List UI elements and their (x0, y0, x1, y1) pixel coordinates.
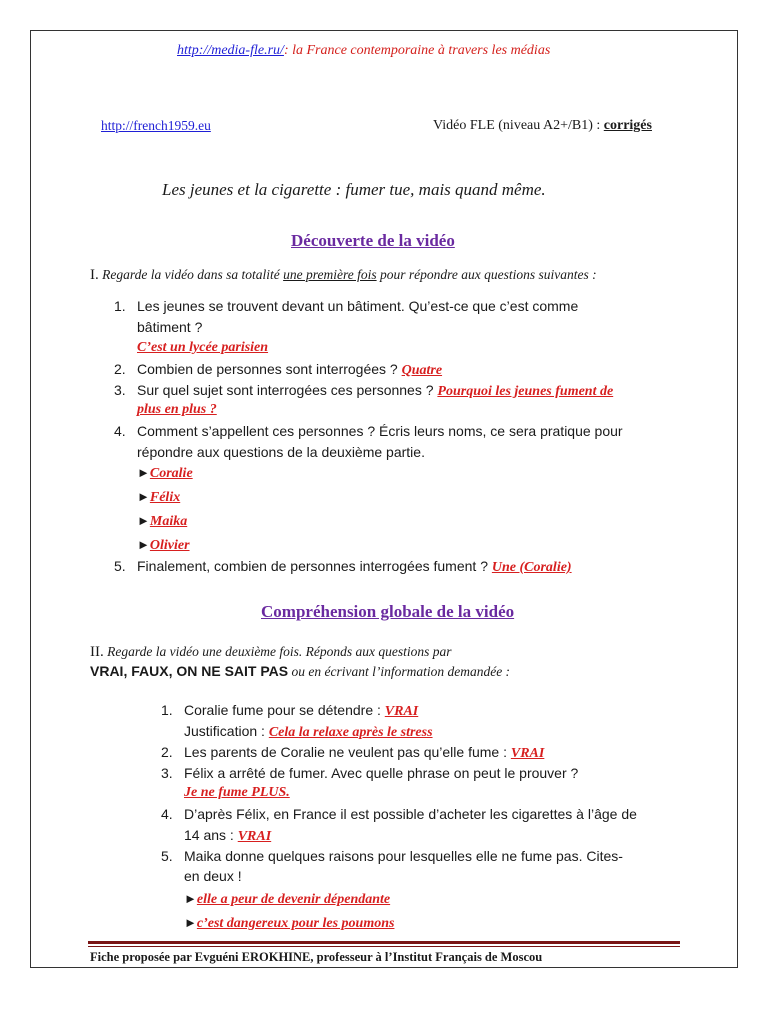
level-text: Vidéo FLE (niveau A2+/B1) : (433, 118, 601, 133)
bullet-arrow-icon: ► (137, 465, 150, 480)
section1-intro (90, 266, 597, 284)
level-label (433, 118, 652, 134)
section1-intro-underline: une première fois (283, 267, 377, 282)
s2-item2-answer: VRAI (510, 746, 545, 761)
section1-intro-a: Regarde la vidéo dans sa totalité (98, 267, 284, 282)
name-olivier-text: Olivier (149, 538, 190, 553)
s1-item4-number: 4. (114, 423, 126, 439)
section2-heading: Compréhension globale de la vidéo (261, 602, 515, 621)
name-maika-text: Maika (149, 514, 188, 529)
s1-item5-question: Finalement, combien de personnes interrogées fument ? (137, 558, 488, 574)
header-line (177, 43, 550, 59)
s1-item3-answer: Pourquoi les jeunes fument de (437, 384, 614, 399)
corriges-label: corrigés (603, 118, 652, 133)
name-coralie-text: Coralie (149, 466, 193, 481)
s2-item3-question: Félix a arrêté de fumer. Avec quelle phrase on peut le prouver ? (184, 765, 579, 781)
s1-item1-number: 1. (114, 298, 126, 314)
s2-item1-answer: VRAI (384, 704, 419, 719)
s2-item2-line (184, 744, 544, 762)
s2-item1-justification (184, 723, 433, 741)
s2-item5-reason2 (184, 915, 394, 932)
s1-item1-line1: Les jeunes se trouvent devant un bâtiment. Qu’est-ce que c’est comme (137, 298, 579, 314)
s2-item3-answer: Je ne fume PLUS. (184, 785, 290, 800)
bullet-arrow-icon: ► (137, 513, 150, 528)
s1-item5-line (137, 558, 572, 576)
s1-item2-question: Combien de personnes sont interrogées ? (137, 361, 398, 377)
s1-item3-line (137, 382, 613, 400)
bullet-arrow-icon: ► (137, 489, 150, 504)
name-felix-text: Félix (149, 490, 181, 505)
name-felix (137, 489, 180, 506)
footer-credit: Fiche proposée par Evguéni EROKHINE, professeur à l’Institut Français de Moscou (90, 950, 543, 964)
section2-intro-line2 (90, 663, 510, 681)
s2-item4-line2-text: 14 ans : (184, 827, 234, 843)
section2-roman: II. (90, 644, 104, 660)
s1-item5-number: 5. (114, 558, 126, 574)
s2-item5-reason2-text: c’est dangereux pour les poumons (196, 916, 395, 931)
section2-intro-bold: VRAI, FAUX, ON NE SAIT PAS (90, 663, 289, 679)
footer-divider (88, 941, 680, 944)
section2-intro-a: Regarde la vidéo une deuxième fois. Réponds aux questions par (103, 644, 452, 659)
s1-item2-line (137, 361, 442, 379)
bullet-arrow-icon: ► (184, 915, 197, 930)
s2-item5-line1: Maika donne quelques raisons pour lesquelles elle ne fume pas. Cites- (184, 848, 623, 864)
section2-intro-b: ou en écrivant l’information demandée : (288, 664, 511, 679)
s1-item3-answer-cont: plus en plus ? (137, 402, 217, 417)
s2-item1-question: Coralie fume pour se détendre : (184, 702, 381, 718)
name-coralie (137, 465, 193, 482)
section1-intro-b: pour répondre aux questions suivantes : (376, 267, 597, 282)
s2-item1-just-label: Justification : (184, 723, 265, 739)
s2-item5-reason1 (184, 891, 390, 908)
section1-heading: Découverte de la vidéo (291, 231, 455, 250)
name-maika (137, 513, 187, 530)
s1-item2-answer: Quatre (401, 363, 443, 378)
s1-item4-line1: Comment s’appellent ces personnes ? Écris leurs noms, ce sera pratique pour (137, 423, 623, 439)
s2-item1-number: 1. (161, 702, 173, 718)
section2-intro-line1 (90, 643, 452, 661)
s2-item5-number: 5. (161, 848, 173, 864)
s2-item4-number: 4. (161, 806, 173, 822)
name-olivier (137, 537, 190, 554)
s1-item2-number: 2. (114, 361, 126, 377)
s2-item4-line2 (184, 827, 271, 845)
s2-item2-number: 2. (161, 744, 173, 760)
s2-item1-line (184, 702, 418, 720)
s2-item5-line2: en deux ! (184, 868, 242, 884)
s2-item1-just-answer: Cela la relaxe après le stress (268, 725, 433, 740)
site-tagline: : la France contemporaine à travers les médias (283, 43, 551, 58)
s2-item4-answer: VRAI (237, 829, 272, 844)
s1-item1-line2: bâtiment ? (137, 319, 203, 335)
french1959-link[interactable]: http://french1959.eu (101, 118, 211, 133)
s1-item4-line2: répondre aux questions de la deuxième partie. (137, 444, 425, 460)
bullet-arrow-icon: ► (184, 891, 197, 906)
s1-item5-answer: Une (Coralie) (491, 560, 572, 575)
s1-item3-question: Sur quel sujet sont interrogées ces personnes ? (137, 382, 434, 398)
s2-item3-number: 3. (161, 765, 173, 781)
s2-item2-question: Les parents de Coralie ne veulent pas qu’elle fume : (184, 744, 507, 760)
s1-item1-answer: C’est un lycée parisien (137, 340, 269, 355)
s2-item5-reason1-text: elle a peur de devenir dépendante (196, 892, 391, 907)
document-title: Les jeunes et la cigarette : fumer tue, mais quand même. (162, 180, 546, 199)
s1-item3-number: 3. (114, 382, 126, 398)
s2-item4-line1: D’après Félix, en France il est possible d’acheter les cigarettes à l’âge de (184, 806, 637, 822)
bullet-arrow-icon: ► (137, 537, 150, 552)
section1-roman: I. (90, 267, 99, 283)
footer-divider-thin (88, 946, 680, 947)
media-fle-link[interactable]: http://media-fle.ru/ (177, 43, 284, 58)
